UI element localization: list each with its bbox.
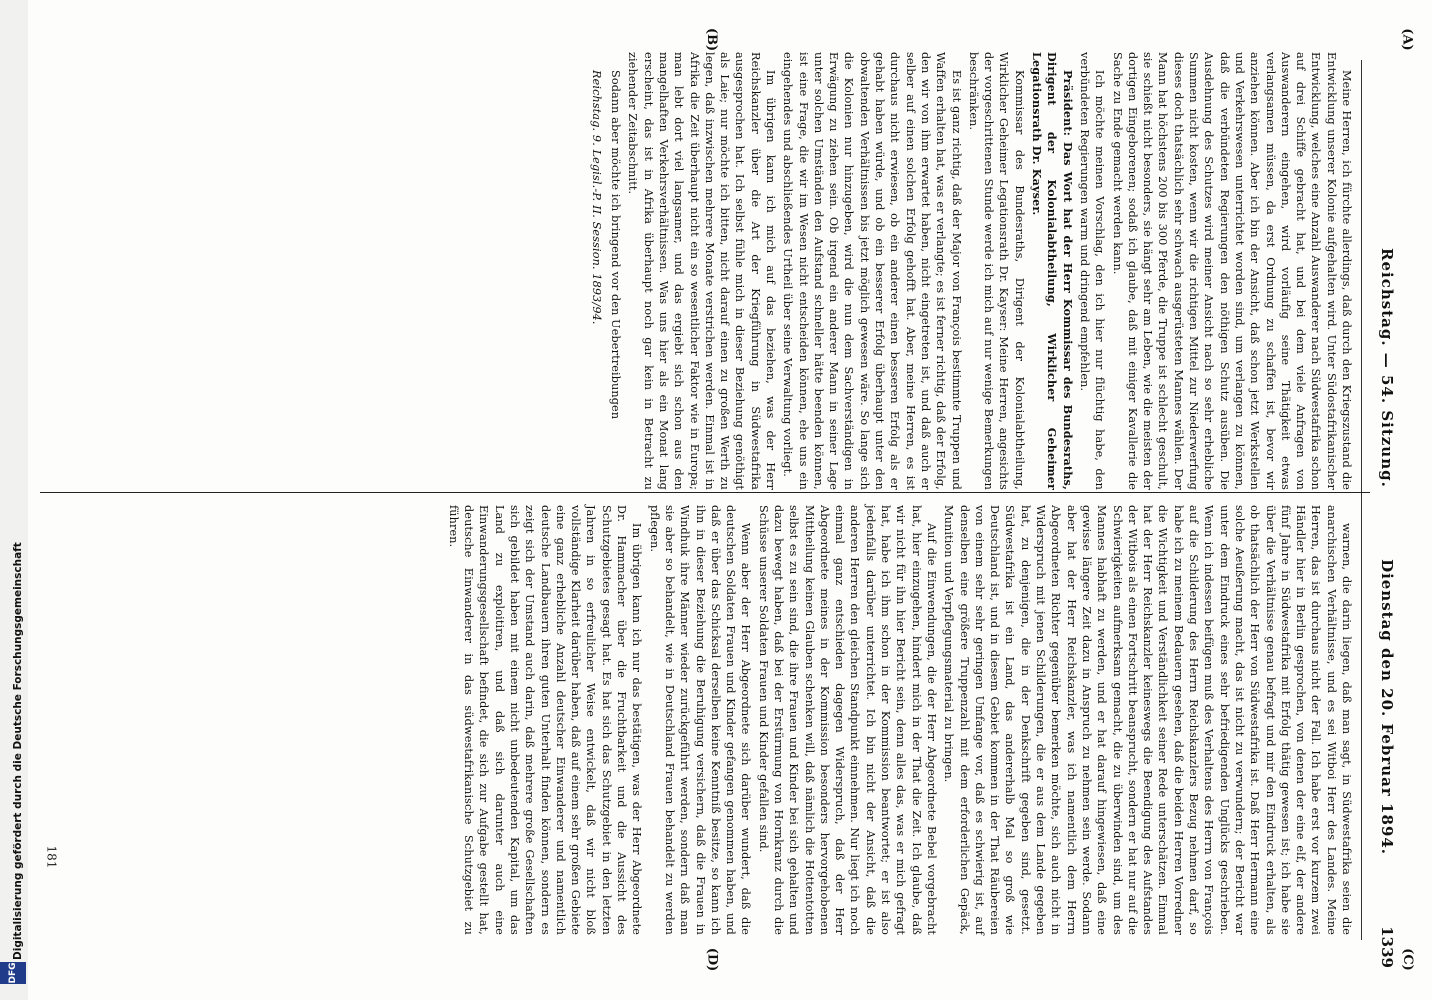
margin-letter-d: (D) <box>704 947 720 972</box>
digitization-notice: Digitalisierung gefördert durch die Deutsche Forschungsgemeinschaft <box>12 542 24 960</box>
margin-letter-b: (B) <box>704 27 720 52</box>
dfg-logo: DFG <box>0 962 26 984</box>
paragraph: Ich möchte meinen Vorschlag, den ich hier nur flüchtig habe, den verbündeten Regierungen warm und dringend empfehlen. <box>1077 52 1107 490</box>
paragraph: Meine Herren, ich fürchte allerdings, daß durch den Kriegszustand die Entwicklung unserer Kolonie aufgehalten wird. Unter Südostafrikanischer Entwicklung, welches eine Anzahl Auswanderer nach Südwestafrika schon auf drei Schiffe gebracht hat, und bei dem viele Anfragen von Auswanderern eingehen, wird vorläufig seine Thätigkeit etwas verlangsamen müssen, da erst Ordnung zu schaffen ist, bevor wir anziehen können. Aber ich bin der Ansicht, daß schon jetzt Werkstellen und Verkehrswesen unterrichtet worden sind, um verlangen zu können, daß die verbündeten Regierungen den nöthigen Schutz ausüben. Die Ausdehnung des Schutzes wird meiner Ansicht nach so sehr erhebliche Summen nicht kosten, wenn wir die richtigen Mittel zur Niederwerfung dieses doch thatsächlich sehr schwach ausgerüsteten Mannes wählen. Der Mann hat höchstens 200 bis 300 Pferde, die Truppe ist schlecht geschult, sie schießt nicht besonders, sie hängt sehr am Leben, wie die meisten der dortigen Eingeborenen; sodaß ich glaube, daß mit einiger Kavallerie die Sache zu Ende gemacht werden kann. <box>1110 52 1353 490</box>
paragraph: Wenn aber der Herr Abgeordnete sich darüber wundert, daß die deutschen Soldaten Frauen und Kinder gefangen genommen haben, und daß er über das Schicksal derselben keine Kenntniß besitze, so kann ich ihn in dieser Beziehung die Beruhigung versichern, daß die Frauen in Windhuk ihre Männer wieder zurückgeführt werden, sondern daß man sie aber so behandelt, wie in Deutschland Frauen behandelt zu werden pflegen. <box>647 505 753 935</box>
margin-letter-c: (C) <box>1399 948 1415 971</box>
header-left-title: Reichstag. — 54. Sitzung. <box>1378 248 1396 488</box>
paragraph: Im übrigen kann ich nur das bestätigen, was der Herr Abgeordnete Dr. Hammacher über die Fruchtbarkeit und die Aussicht des Schutzgebietes gesagt hat. Es hat sich das Schutzgebiet in den letzten Jahren in so erfreulicher Weise entwickelt, daß wir nicht bloß vollständige Klarheit darüber haben, daß auf einem sehr großen Gebiete eine ganz erhebliche Anzahl deutscher Einwanderer und namentlich deutsche Landbauern ihren guten Unterhalt finden können, sondern es zeigt sich der Umstand auch darin, daß mehrere große Gesellschaften sich gebildet haben mit einem nicht unbedeutenden Kapital, um das Land zu exploitiren, und daß sich darunter auch eine Einwanderungsgesellschaft befindet, die sich zur Aufgabe gestellt hat, deutsche Einwanderer in das südwestafrikanische Schutzgebiet zu führen. <box>446 505 644 935</box>
paragraph: Im übrigen kann ich mich auf das beziehen, was der Herr Reichskanzler über die Art der Kriegführung in Südwestafrika ausgesprochen hat. Ich selbst fühle mich in dieser Beziehung genöthigt als Laie; nur möchte ich bitten, nicht darauf einen zu großen Werth zu legen, daß inzwischen mehrere Monate verstrichen werden. Einmal ist in Afrika die Zeit überhaupt nicht ein so wesentlicher Faktor wie in Europa; man lebt dort viel langsamer, und das ergiebt sich schon aus den mangelhaften Verkehrsverhältnissen. Was uns hier als ein Monat lang erscheint, das ist in Afrika überhaupt noch gar kein in Betracht zu ziehender Zeitabschnitt. <box>626 52 778 490</box>
paragraph: Sodann aber möchte ich bringend vor den Uebertreibungen <box>609 70 623 420</box>
paragraph: Auf die Einwendungen, die der Herr Abgeordnete Bebel vorgebracht hat, hier einzugehen, hindert mich in der That die Zeit. Ich glaube, daß wir nicht für ihn hier Bericht sein, denn alles das, was er mich gefragt hat, habe ich ihm schon in der Kommission beantwortet; er ist also jedenfalls darüber unterrichtet. Ich bin nicht der Ansicht, daß die anderen Herren den gleichen Standpunkt einnehmen. Nur liegt ich noch einmal ganz entschieden dagegen Widerspruch, daß der Herr Abgeordnete meines in der Kommission besonders hervorgehobenen Mittheilung keinen Glauben schenken will, daß nämlich die Hottentotten selbst es zu sein sind, die ihre Frauen und Kinder bei sich gehalten und dazu bewegt haben, daß bei der Erstürmung von Hornkranz durch die Schüsse unserer Soldaten Frauen und Kinder gefallen sind. <box>756 505 938 935</box>
page-header <box>1366 28 1396 968</box>
header-page-number: 1339 <box>1378 926 1396 968</box>
session-footer: Reichstag. 9. Legisl.-P. II. Session. 1893/94. <box>589 70 603 325</box>
paragraph: warnen, die darin liegen, daß man sagt, in Südwestafrika seien die anarchischen Verhältnisse, und es sei Witboi Herr des Landes. Meine Herren, das ist durchaus nicht der Fall. Ich habe erst vor kurzem zwei Händler hier in Berlin gesprochen, von denen der eine elf, der andere fünf Jahre in Südwestafrika mit Erfolg thätig gewesen ist; ich habe sie über die Verhältnisse genau befragt und mir den Eindruck erhalten, als ob thatsächlich der Herr von Südwestafrika ist. Daß Herr Hermann eine solche Aeußerung macht, das ist nicht zu verwundern; der Bericht war unter dem Eindruck eines sehr befriedigenden Unglücks geschrieben. Wenn ich indessen beifügen muß des Verhaltens des Herrn von François auf die Schilderung des Herrn Reichskanzlers Bezug nehmen darf, so habe ich zu meinem Bedauern gesehen, daß die beiden Herren Vorredner die Wichtigkeit und Verständlichkeit seiner Rede unterschätzen. Einmal hat der Herr Reichskanzler keineswegs die Beendigung des Aufstandes der Witbois als einen Fortschritt beansprucht, sondern er hat nur auf die Schwierigkeiten aufmerksam gemacht, die zu überwinden sind, um des Mannes habhaft zu werden, und er hat darauf hingewiesen, daß eine gewisse längere Zeit dazu in Anspruch zu nehmen sein werde. Sodann aber hat der Herr Reichskanzler, was ich namentlich dem Herrn Abgeordneten Richter gegenüber bemerken möchte, sich auch nicht in Widerspruch mit jenen Schilderungen, die er aus dem Lande gegeben hat, zu denjenigen, die in der Denkschrift gegeben sind, gesetzt. Südwestafrika ist ein Land, das andererhalb Mal so groß wie Deutschland ist, und in diesem Gebiet kommen in der That Räubereien von einem sehr sehr geringen Umfange vor, daß es schwierig ist, auf denselben eine größere Truppenzahl mit dem erforderlichen Gepäck, Munition und Verpflegungsmaterial zu bringen. <box>942 505 1353 935</box>
header-rule <box>1361 60 1362 940</box>
paragraph: Es ist ganz richtig, daß der Major von François bestimmte Truppen und Waffen erhalten hat, was er verlangte; es ist ferner richtig, daß der Erfolg, den wir von ihm erwartet haben, nicht eingetreten ist, und daß auch er selber auf einen solchen Erfolg gehofft hat. Aber, meine Herren, es ist durchaus nicht erwiesen, ob ein anderer einen besseren Erfolg als er gehabt haben würde, und ob ein besserer Erfolg überhaupt unter den obwaltenden Verhältnissen bis jetzt möglich gewesen wäre. So lange sich die Kolonien nur hinzugeben, wird die nun dem Sachverständigen in Erwägung zu ziehen sein. Ob irgend ein anderer Mann in seiner Lage unter solchen Umständen den Aufstand schneller hätte beenden können, ist eine Frage, die wir im Wesen nicht entscheiden können, ehe uns ein eingehendes und abschließendes Urtheil über seine Verwaltung vorliegt. <box>781 52 963 490</box>
left-column <box>54 52 1354 490</box>
speaker-paragraph: Präsident: Das Wort hat der Herr Kommissar des Bundesraths, Dirigent der Kolonialabtheilung, Wirklicher Geheimer Legationsrath Dr. Kayser. <box>1030 52 1075 490</box>
page-number-bottom: 181 <box>44 845 59 869</box>
paragraph: Kommissar des Bundesraths, Dirigent der Kolonialabtheilung, Wirklicher Geheimer Legationsrath Dr. Kayser: Meine Herren, angesichts der vorgeschrittenen Stunde werde ich mich auf nur wenige Bemerkungen beschränken. <box>966 52 1026 490</box>
right-column <box>54 505 1354 935</box>
header-right-title: Dienstag den 20. Februar 1894. <box>1378 559 1396 855</box>
column-divider <box>40 492 1370 493</box>
margin-letter-a: (A) <box>1399 28 1415 51</box>
